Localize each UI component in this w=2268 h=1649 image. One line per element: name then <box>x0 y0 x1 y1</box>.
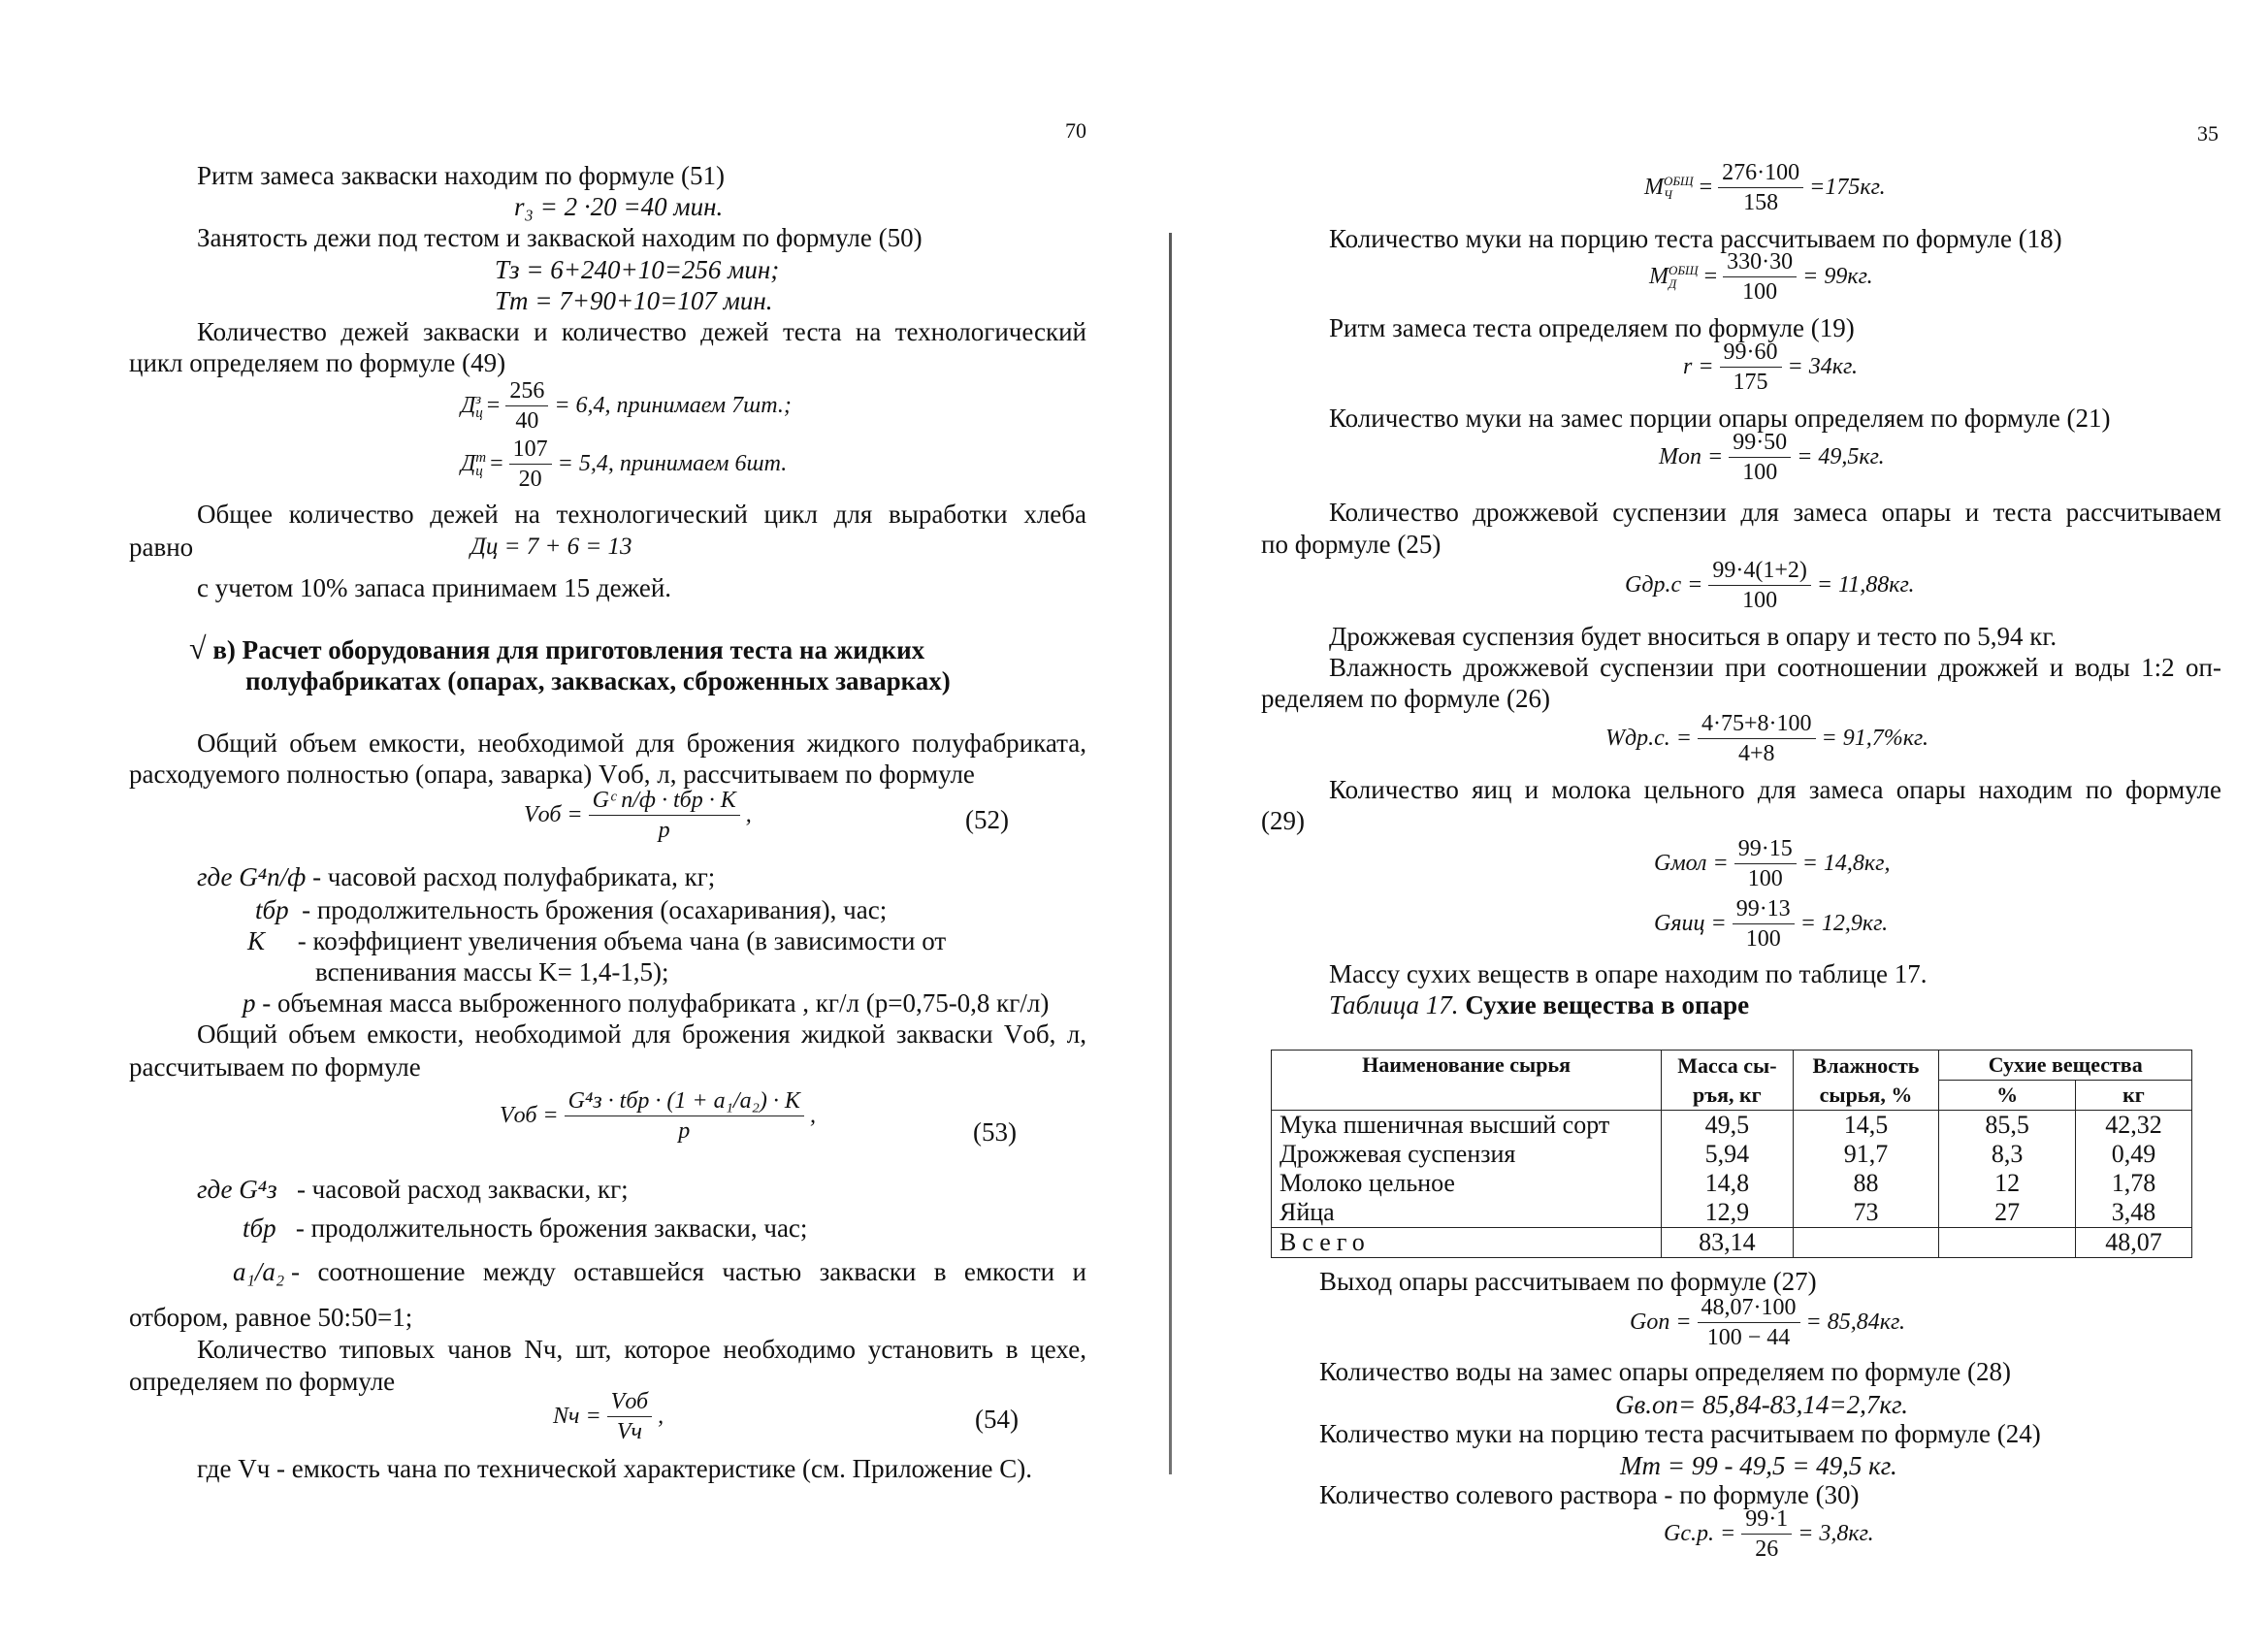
cell-dry-kg: 0,49 <box>2075 1140 2191 1169</box>
formula-rhs: = 14,8кг, <box>1801 851 1891 876</box>
fraction <box>1698 1295 1800 1350</box>
definition-text: - соотношение между оставшейся частью закваски в емкости и <box>291 1257 1086 1286</box>
paragraph: Занятость дежи под тестом и закваской находим по формуле (50) <box>197 223 923 252</box>
formula-rhs: = 91,7%кг. <box>1821 726 1928 751</box>
formula-lhs: Nч = <box>553 1404 601 1429</box>
formula-lhs: Д <box>461 393 476 418</box>
paragraph: Выход опары рассчитываем по формуле (27) <box>1319 1267 1817 1296</box>
denominator: 100 <box>1742 279 1778 305</box>
cell-moisture <box>1793 1228 1939 1258</box>
sub: ц <box>475 404 483 421</box>
cell-dry-kg: 3,48 <box>2075 1198 2191 1228</box>
numerator: 4·75+8·100 <box>1698 711 1816 739</box>
definition: вспенивания массы K= 1,4-1,5); <box>315 957 669 986</box>
denominator: 4+8 <box>1737 741 1775 766</box>
formula-lhs: Vоб = <box>500 1103 559 1128</box>
denominator: 26 <box>1755 1536 1779 1562</box>
sub: ц <box>475 463 483 479</box>
cell-dry-pct: 85,5 <box>1939 1111 2076 1141</box>
numerator: 99·4(1+2) <box>1708 558 1811 586</box>
equation-number: (52) <box>965 805 1009 834</box>
table-caption-label: Таблица 17. <box>1329 990 1459 1019</box>
fraction <box>1723 249 1797 305</box>
paragraph: ределяем по формуле (26) <box>1261 684 1550 713</box>
formula-lhs: Gдр.с = <box>1625 572 1703 598</box>
table-row <box>1272 1169 2192 1198</box>
formula-dt: Д т ц = $\frac{107}{20}$ = 5,4, принимаем 6шт. <box>461 436 788 492</box>
formula-rhs: = 34кг. <box>1787 354 1859 379</box>
definition: отбором, равное 50:50=1; <box>129 1303 413 1332</box>
formula-rhs: = 3,8кг. <box>1798 1521 1874 1546</box>
numerator: Vоб <box>607 1389 652 1417</box>
cell-dry-pct <box>1939 1228 2076 1258</box>
cell-dry-kg: 42,32 <box>2075 1111 2191 1141</box>
formula-rhs: = 49,5кг. <box>1797 444 1885 469</box>
denominator: 100 <box>1747 866 1783 891</box>
fraction <box>1708 558 1811 613</box>
formula-gop <box>1630 1295 1905 1350</box>
formula-mop <box>1659 430 1885 485</box>
sup: т <box>475 449 487 466</box>
fraction <box>565 1088 804 1144</box>
formula-rhs: =175кг. <box>1809 175 1886 200</box>
formula-lhs: r = <box>1683 354 1714 379</box>
formula-lhs: Д <box>461 451 476 476</box>
formula-rhs: = 11,88кг. <box>1816 572 1915 598</box>
formula-rhs: = 12,9кг. <box>1799 911 1889 936</box>
paragraph: с учетом 10% запаса принимаем 15 дежей. <box>197 573 672 602</box>
paragraph: Общий объем емкости, необходимой для брожения жидкой закваски Vоб, л, <box>197 1019 1086 1049</box>
numerator: 48,07·100 <box>1698 1295 1800 1323</box>
numerator: 99·50 <box>1729 430 1791 458</box>
paragraph: Количество муки на порцию теста расчитываем по формуле (24) <box>1319 1419 2041 1448</box>
paragraph: Количество муки на порцию теста рассчитываем по формуле (18) <box>1329 224 2062 253</box>
formula: r₃ = 2 ·20 =40 мин. <box>514 192 724 221</box>
table-row <box>1272 1111 2192 1141</box>
paragraph: Общий объем емкости, необходимой для брожения жидкого полуфабриката, <box>197 728 1086 758</box>
equation-number: (53) <box>973 1117 1017 1147</box>
fraction <box>1698 711 1816 766</box>
formula-gdr <box>1625 558 1915 613</box>
definition-text: - продолжительность брожения закваски, час; <box>295 1213 808 1243</box>
cell-moisture: 88 <box>1793 1169 1939 1198</box>
definition-text: - коэффициент увеличения объема чана (в зависимости от <box>297 926 947 955</box>
sub: Д <box>1669 275 1677 291</box>
paragraph: Количество типовых чанов Nч, шт, которое необходимо установить в цехе, <box>197 1335 1086 1364</box>
paragraph: Количество дежей закваски и количество дежей теста на технологический <box>197 317 1086 346</box>
formula-gmol <box>1654 836 1891 891</box>
fraction <box>1718 160 1803 215</box>
definition-text: - продолжительность брожения (осахаривания), час; <box>302 895 888 924</box>
cell-mass: 49,5 <box>1662 1111 1793 1141</box>
cell-name: Дрожжевая суспензия <box>1272 1140 1662 1169</box>
header-dry: Сухие вещества <box>1939 1051 2192 1081</box>
fraction <box>589 788 740 843</box>
paragraph: Общее количество дежей на технологический цикл для выработки хлеба <box>197 500 1086 529</box>
formula-r <box>1683 340 1858 395</box>
paragraph: Количество муки на замес порции опары определяем по формуле (21) <box>1329 404 2111 433</box>
definition <box>243 987 1049 1018</box>
definition-text: - часовой расход полуфабриката, кг; <box>312 862 716 891</box>
formula-gcp <box>1664 1506 1874 1562</box>
formula-wdr <box>1605 711 1928 766</box>
numerator: 276·100 <box>1718 160 1803 188</box>
formula-rhs: = 5,4, принимаем 6шт. <box>557 451 788 476</box>
symbol: где G⁴з <box>197 1175 277 1204</box>
denominator: p <box>678 1118 691 1144</box>
cell-name: Яйца <box>1272 1198 1662 1228</box>
section-heading: полуфабрикатах (опарах, заквасках, сброженных заварках) <box>245 666 951 695</box>
cell-mass: 83,14 <box>1662 1228 1793 1258</box>
denominator: 100 − 44 <box>1706 1325 1791 1350</box>
symbol: tбр <box>243 1213 276 1243</box>
numerator: G⁴з · tбр · (1 + a₁/a₂) · K <box>565 1088 804 1116</box>
paragraph: Количество яиц и молока цельного для замеса опары находим по формуле <box>1329 775 2221 804</box>
formula-lhs: Gоп = <box>1630 1310 1692 1335</box>
paragraph: Дрожжевая суспензия будет вноситься в опару и тесто по 5,94 кг. <box>1329 622 2057 651</box>
formula-lhs: Gмол = <box>1654 851 1729 876</box>
header-mass: Масса сы-ръя, кг <box>1662 1051 1793 1111</box>
formula-rhs: = 99кг. <box>1802 264 1873 289</box>
cell-mass: 12,9 <box>1662 1198 1793 1228</box>
denominator: 175 <box>1733 370 1768 395</box>
paragraph: где Vч - емкость чана по технической характеристике (см. Приложение С). <box>197 1454 1033 1483</box>
formula: Тт = 7+90+10=107 мин. <box>495 286 773 315</box>
formula-dz: Д з ц = $\frac{256}{40}$ = 6,4, принимаем 7шт.; <box>461 378 792 434</box>
fraction <box>1734 836 1797 891</box>
paragraph: определяем по формуле <box>129 1367 396 1396</box>
formula-tail: , <box>809 1103 816 1128</box>
symbol: K <box>247 926 266 955</box>
formula-lhs: M <box>1644 175 1664 200</box>
paragraph: Влажность дрожжевой суспензии при соотношении дрожжей и воды 1:2 оп- <box>1329 653 2221 682</box>
cell-moisture: 73 <box>1793 1198 1939 1228</box>
paragraph: рассчитываем по формуле <box>129 1052 421 1082</box>
formula-lhs: Gс.р. = <box>1664 1521 1736 1546</box>
denominator: 158 <box>1743 190 1779 215</box>
fraction <box>1741 1506 1792 1562</box>
formula-rhs: = 6,4, принимаем 7шт.; <box>554 393 792 418</box>
checkmark-icon: √ <box>189 630 207 665</box>
cell-mass: 14,8 <box>1662 1169 1793 1198</box>
numerator: 330·30 <box>1723 249 1797 277</box>
definition-text: - часовой расход закваски, кг; <box>296 1175 629 1204</box>
paragraph: Количество солевого раствора - по формуле (30) <box>1319 1480 1860 1509</box>
numerator: 99·1 <box>1741 1506 1792 1535</box>
cell-name: Всего <box>1272 1228 1662 1258</box>
fraction <box>509 436 552 492</box>
table-row <box>1272 1140 2192 1169</box>
definition <box>255 894 887 925</box>
paragraph: Количество воды на замес опары определяем по формуле (28) <box>1319 1357 2011 1386</box>
fraction <box>1733 896 1795 952</box>
symbol: p <box>243 988 256 1018</box>
numerator: 99·15 <box>1734 836 1797 864</box>
definition-text: - объемная масса выброженного полуфабриката , кг/л (p=0,75-0,8 кг/л) <box>262 988 1050 1018</box>
formula-tail: , <box>745 802 752 827</box>
numerator: Gᶜ п/ф · tбр · K <box>589 788 740 816</box>
denominator: Vч <box>616 1419 642 1444</box>
formula-52 <box>524 788 752 843</box>
header-name: Наименование сырья <box>1272 1051 1662 1111</box>
definition <box>247 925 946 956</box>
paragraph: (29) <box>1261 806 1305 835</box>
formula-53 <box>500 1088 816 1144</box>
symbol: где G⁴п/ф <box>197 862 307 891</box>
definition <box>197 861 715 892</box>
fraction <box>505 378 548 434</box>
denominator: 100 <box>1742 460 1778 485</box>
fraction <box>607 1389 652 1444</box>
table-caption-title: Сухие вещества в опаре <box>1465 990 1750 1019</box>
symbol: tбр <box>255 895 289 924</box>
denominator: 100 <box>1742 588 1778 613</box>
formula-tail: , <box>658 1404 664 1429</box>
definition <box>233 1256 1086 1287</box>
paragraph: Ритм замеса закваски находим по формуле (51) <box>197 161 726 190</box>
cell-name: Молоко цельное <box>1272 1169 1662 1198</box>
cell-moisture: 14,5 <box>1793 1111 1939 1141</box>
page-number: 35 <box>2197 121 2219 146</box>
formula-54 <box>553 1389 664 1444</box>
definition <box>243 1212 807 1244</box>
equation-number: (54) <box>975 1405 1019 1434</box>
formula: Тз = 6+240+10=256 мин; <box>495 255 780 284</box>
cell-dry-kg: 48,07 <box>2075 1228 2191 1258</box>
table-total-row <box>1272 1228 2192 1258</box>
heading-line: в) Расчет оборудования для приготовления теста на жидких <box>212 635 925 664</box>
formula: Mт = 99 - 49,5 = 49,5 кг. <box>1620 1451 1897 1480</box>
paragraph: по формуле (25) <box>1261 530 1442 559</box>
section-heading <box>189 632 924 665</box>
numerator: 99·13 <box>1733 896 1795 924</box>
cell-mass: 5,94 <box>1662 1140 1793 1169</box>
sub: Ч <box>1664 186 1672 202</box>
cell-moisture: 91,7 <box>1793 1140 1939 1169</box>
denominator: 40 <box>515 408 539 434</box>
formula-rhs: = 85,84кг. <box>1805 1310 1905 1335</box>
paragraph: Количество дрожжевой суспензии для замеса опары и теста рассчитываем <box>1329 498 2221 527</box>
paragraph: цикл определяем по формуле (49) <box>129 348 506 377</box>
fraction <box>1729 430 1791 485</box>
paragraph: равно <box>129 533 194 562</box>
page-number: 70 <box>1065 118 1086 143</box>
header-moisture: Влажность сырья, % <box>1793 1051 1939 1111</box>
cell-dry-pct: 27 <box>1939 1198 2076 1228</box>
cell-name: Мука пшеничная высший сорт <box>1272 1111 1662 1141</box>
header-dry-pct: % <box>1939 1081 2076 1111</box>
cell-dry-kg: 1,78 <box>2075 1169 2191 1198</box>
numerator: 107 <box>509 436 552 465</box>
table-caption <box>1329 989 1749 1020</box>
numerator: 99·60 <box>1720 340 1782 368</box>
formula-lhs: Vоб = <box>524 802 583 827</box>
cell-dry-pct: 12 <box>1939 1169 2076 1198</box>
formula: Дц = 7 + 6 = 13 <box>470 534 632 560</box>
denominator: 100 <box>1745 926 1781 952</box>
cell-dry-pct: 8,3 <box>1939 1140 2076 1169</box>
dry-matter-table <box>1271 1050 2192 1258</box>
fraction <box>1720 340 1782 395</box>
formula-lhs: M <box>1649 264 1669 289</box>
definition <box>197 1174 629 1205</box>
header-dry-kg: кг <box>2075 1081 2191 1111</box>
denominator: p <box>658 818 670 843</box>
formula-mch: M ОБЩ Ч = $\frac{276\cdot 100}{158}$ =175кг. <box>1644 160 1886 215</box>
formula-lhs: Gяиц = <box>1654 911 1727 936</box>
table-row <box>1272 1198 2192 1228</box>
sup: ОБЩ <box>1669 262 1699 277</box>
sup: з <box>475 391 482 407</box>
formula: Gв.оп= 85,84-83,14=2,7кг. <box>1615 1390 1908 1419</box>
numerator: 256 <box>505 378 548 406</box>
paragraph: Массу сухих веществ в опаре находим по таблице 17. <box>1329 959 1928 988</box>
paragraph: Ритм замеса теста определяем по формуле (19) <box>1329 313 1855 342</box>
formula-gyaic <box>1654 896 1888 952</box>
formula-md: M ОБЩ Д = $\frac{330\cdot 30}{100}$ = 99кг. <box>1649 249 1873 305</box>
paragraph: расходуемого полностью (опара, заварка) Vоб, л, рассчитываем по формуле <box>129 760 975 789</box>
denominator: 20 <box>518 467 542 492</box>
formula-lhs: Mоп = <box>1659 444 1724 469</box>
formula-lhs: Wдр.с. = <box>1605 726 1692 751</box>
sup: ОБЩ <box>1664 173 1694 188</box>
symbol: a₁/a₂ <box>233 1257 285 1286</box>
